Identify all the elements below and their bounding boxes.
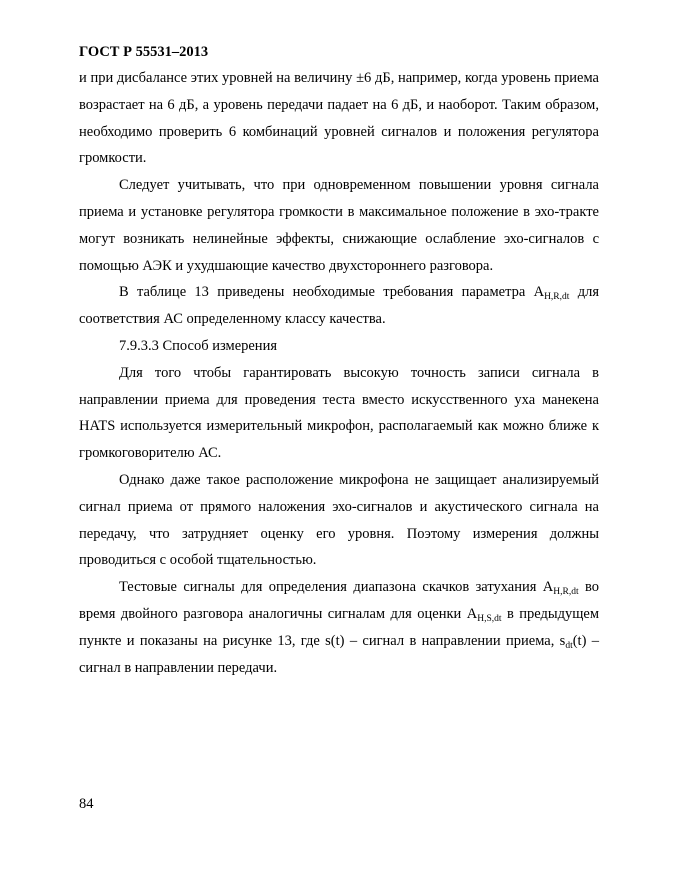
subscript-h-r-dt: H,R,dt xyxy=(553,587,579,598)
paragraph-6-text-b: во время двойного разговора аналогичны сигналам для оценки A xyxy=(79,579,599,622)
paragraph-6-text-a: Тестовые сигналы для определения диапазона скачков затухания A xyxy=(119,579,554,596)
subscript-h-s-dt: H,S,dt xyxy=(477,613,502,624)
page-number: 84 xyxy=(79,796,94,812)
paragraph-1: и при дисбалансе этих уровней на величину ±6 дБ, например, когда уровень приема возрастает на 6 дБ, а уровень передачи падает на 6 дБ, и наоборот. Таким образом, необходимо проверить 6 комбинаций уровней сигналов и положения регулятора громкости. xyxy=(79,70,599,167)
paragraph-3-text-b: для соответствия АС определенному классу качества. xyxy=(79,284,599,328)
paragraph-2: Следует учитывать, что при одновременном повышении уровня сигнала приема и установке регулятора громкости в максимальное положение в эхо-тракте могут возникать нелинейные эффекты, снижающие ослабление эхо-сигналов с помощью АЭК и ухудшающие качество двухстороннего разговора. xyxy=(79,177,599,274)
subscript-dt: dt xyxy=(565,640,573,651)
paragraph-6-text-c: в предыдущем пункте и показаны на рисунке 13, где s(t) – сигнал в направлении приема, s xyxy=(79,605,600,649)
paragraph-4: Для того чтобы гарантировать высокую точность записи сигнала в направлении приема для проведения теста вместо искусственного уха манекена HATS используется измерительный микрофон, располагаемый как можно ближе к громкоговорителю АС. xyxy=(79,364,599,462)
section-heading: 7.9.3.3 Способ измерения xyxy=(119,337,277,354)
document-header: ГОСТ Р 55531–2013 xyxy=(79,44,209,60)
paragraph-3-text-a: В таблице 13 приведены необходимые требования параметра A xyxy=(119,284,545,301)
document-body xyxy=(79,65,599,681)
paragraph-5: Однако даже такое расположение микрофона не защищает анализируемый сигнал приема от прямого наложения эхо-сигналов и акустического сигнала на передачу, что затрудняет оценку его уровня. Поэтому измерения должны проводиться с особой тщательностью. xyxy=(79,471,599,569)
subscript-h-r-dt: H,R,dt xyxy=(544,292,570,303)
paragraph-3 xyxy=(79,279,599,333)
paragraph-6 xyxy=(79,574,599,681)
paragraph-6-text-d: (t) – сигнал в направлении передачи. xyxy=(79,632,599,676)
